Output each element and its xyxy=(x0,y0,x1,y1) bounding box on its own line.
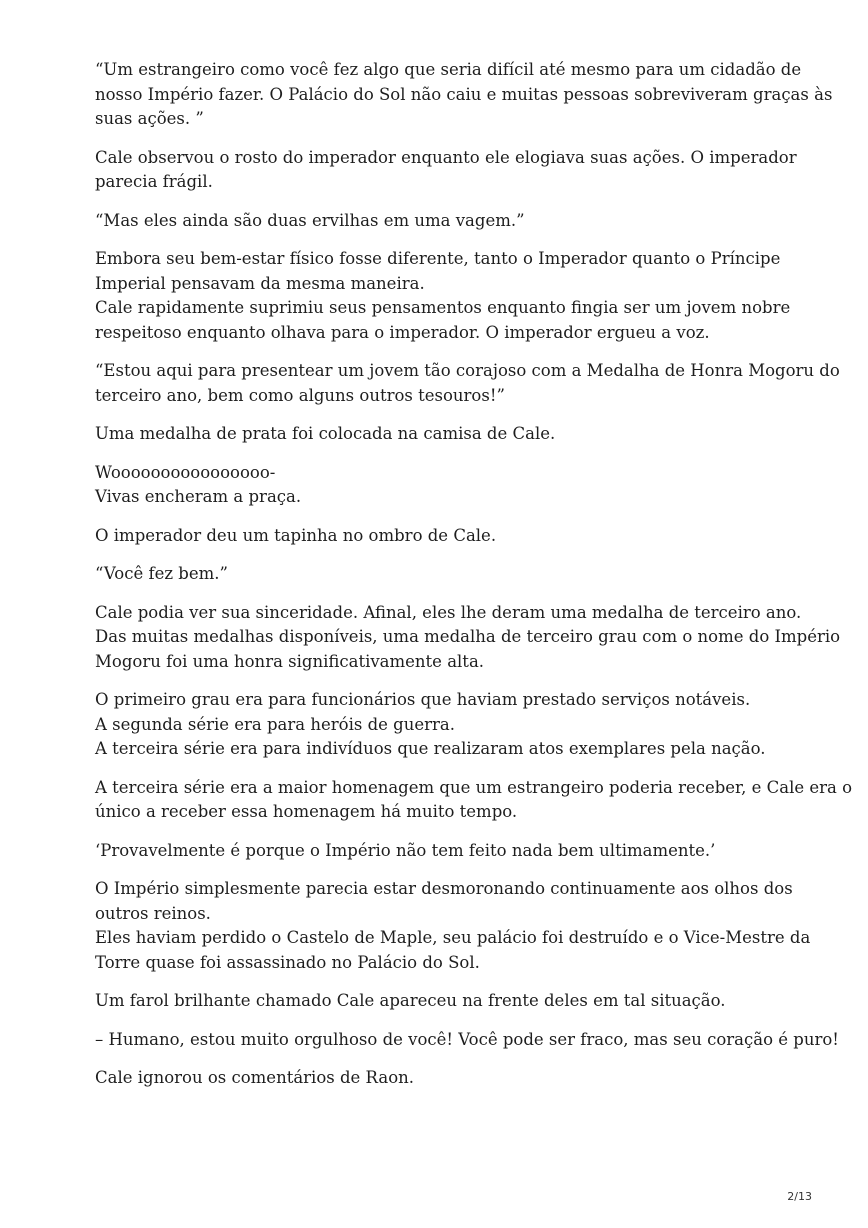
text-line: “Você fez bem.” xyxy=(95,564,228,583)
paragraph xyxy=(95,839,795,864)
paragraph xyxy=(95,1028,839,1053)
text-line: outros reinos. xyxy=(95,903,211,923)
document-body xyxy=(95,58,853,1105)
paragraph xyxy=(95,58,833,132)
text-line: respeitoso enquanto olhava para o imperador. O imperador ergueu a voz. xyxy=(95,322,710,342)
text-line: suas ações. ” xyxy=(95,109,204,128)
text-line: Cale observou o rosto do imperador enquanto ele elogiava suas ações. O imperador xyxy=(95,147,797,167)
paragraph xyxy=(95,562,795,587)
text-line: Mogoru foi uma honra significativamente alta. xyxy=(95,651,485,671)
text-line: O primeiro grau era para funcionários que haviam prestado serviços notáveis. xyxy=(95,690,751,709)
text-line: A terceira série era a maior homenagem que um estrangeiro poderia receber, e Cale era o xyxy=(95,777,853,797)
paragraph xyxy=(95,601,841,675)
text-line: Um farol brilhante chamado Cale apareceu na frente deles em tal situação. xyxy=(95,991,726,1010)
text-line: Cale podia ver sua sinceridade. Afinal, eles lhe deram uma medalha de terceiro ano. xyxy=(95,602,802,622)
text-line: “Um estrangeiro como você fez algo que seria difícil até mesmo para um cidadão de xyxy=(95,60,802,79)
text-line: terceiro ano, bem como alguns outros tesouros!” xyxy=(95,385,505,405)
paragraph xyxy=(95,146,795,195)
text-line: nosso Império fazer. O Palácio do Sol não caiu e muitas pessoas sobreviveram graças às xyxy=(95,84,833,104)
paragraph xyxy=(95,461,795,510)
text-line: Uma medalha de prata foi colocada na camisa de Cale. xyxy=(95,424,556,443)
paragraph xyxy=(95,209,795,234)
text-line: Das muitas medalhas disponíveis, uma medalha de terceiro grau com o nome do Império xyxy=(95,627,841,646)
text-line: A terceira série era para indivíduos que realizaram atos exemplares pela nação. xyxy=(95,739,766,758)
paragraph xyxy=(95,524,795,549)
paragraph xyxy=(95,688,795,762)
text-line: Embora seu bem-estar físico fosse diferente, tanto o Imperador quanto o Príncipe xyxy=(95,249,781,268)
paragraph xyxy=(95,1066,795,1091)
text-line: Vivas encheram a praça. xyxy=(95,487,302,506)
text-line: Cale rapidamente suprimiu seus pensamentos enquanto fingia ser um jovem nobre xyxy=(95,298,791,317)
text-line: Cale ignorou os comentários de Raon. xyxy=(95,1068,414,1087)
text-line: Torre quase foi assassinado no Palácio do Sol. xyxy=(95,952,480,972)
text-line: parecia frágil. xyxy=(95,172,213,191)
paragraph xyxy=(95,422,795,447)
text-line: “Estou aqui para presentear um jovem tão corajoso com a Medalha de Honra Mogoru do xyxy=(95,361,840,380)
paragraph xyxy=(95,247,795,345)
paragraph xyxy=(95,877,811,975)
text-line: O Império simplesmente parecia estar desmoronando continuamente aos olhos dos xyxy=(95,879,793,898)
text-line: A segunda série era para heróis de guerra. xyxy=(95,714,455,734)
paragraph xyxy=(95,989,795,1014)
paragraph xyxy=(95,359,840,408)
paragraph xyxy=(95,776,853,825)
text-line: único a receber essa homenagem há muito tempo. xyxy=(95,802,518,821)
text-line: Eles haviam perdido o Castelo de Maple, seu palácio foi destruído e o Vice-Mestre da xyxy=(95,928,811,947)
text-line: – Humano, estou muito orgulhoso de você! Você pode ser fraco, mas seu coração é puro! xyxy=(95,1029,839,1049)
text-line: Woooooooooooooooo- xyxy=(95,462,276,482)
text-line: O imperador deu um tapinha no ombro de Cale. xyxy=(95,525,497,545)
text-line: ‘Provavelmente é porque o Império não tem feito nada bem ultimamente.’ xyxy=(95,840,716,860)
text-line: Imperial pensavam da mesma maneira. xyxy=(95,273,425,293)
text-line: “Mas eles ainda são duas ervilhas em uma vagem.” xyxy=(95,210,525,230)
page-number: 2/13 xyxy=(787,1190,812,1203)
